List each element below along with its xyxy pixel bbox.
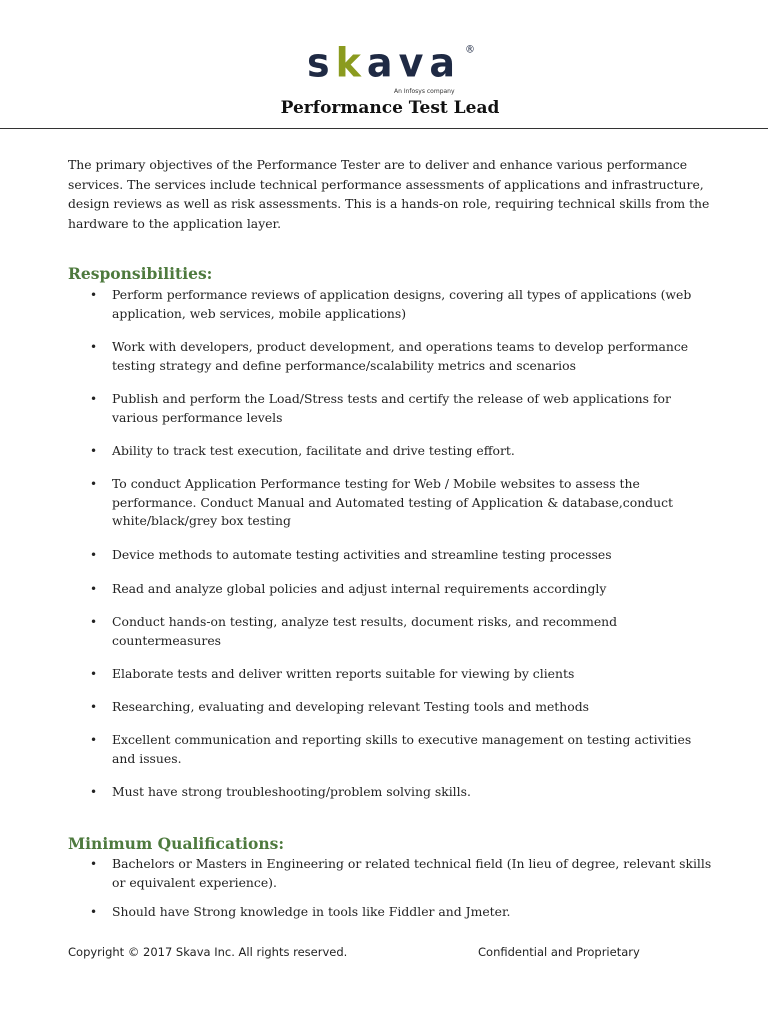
bullet-icon: •: [90, 615, 98, 629]
list-item-text: Researching, evaluating and developing relevant Testing tools and methods: [112, 699, 589, 714]
list-item-text: Must have strong troubleshooting/problem solving skills.: [112, 784, 471, 799]
list-item-text: Perform performance reviews of application designs, covering all types of applications (web application, web services, mobile applications): [112, 287, 692, 321]
logo-prefix: s: [307, 39, 336, 87]
list-item-text: Ability to track test execution, facilitate and drive testing effort.: [112, 443, 515, 458]
list-item: [90, 665, 712, 684]
list-item: [90, 855, 712, 892]
bullet-icon: •: [90, 857, 98, 871]
bullet-icon: •: [90, 340, 98, 354]
list-item: [90, 475, 712, 531]
list-item-text: To conduct Application Performance testing for Web / Mobile websites to assess the performance. Conduct Manual and Automated testing of Application & database,conduct white/black/grey box testing: [112, 476, 674, 528]
list-item: [90, 338, 712, 375]
bullet-icon: •: [90, 733, 98, 747]
list-item-text: Should have Strong knowledge in tools like Fiddler and Jmeter.: [112, 904, 511, 919]
list-item: [90, 698, 712, 717]
logo-suffix: ava: [366, 39, 461, 87]
list-item: [90, 546, 712, 565]
bullet-icon: •: [90, 392, 98, 406]
list-item: [90, 390, 712, 427]
list-item: [90, 580, 712, 599]
list-item-text: Bachelors or Masters in Engineering or related technical field (In lieu of degree, relevant skills or equivalent experience).: [112, 856, 712, 890]
list-item-text: Publish and perform the Load/Stress tests and certify the release of web applications for various performance levels: [112, 391, 671, 425]
list-item: [90, 442, 712, 461]
list-item: [90, 286, 712, 323]
list-item-text: Conduct hands-on testing, analyze test results, document risks, and recommend countermeasures: [112, 614, 618, 648]
responsibilities-heading: Responsibilities:: [68, 264, 213, 283]
list-item-text: Excellent communication and reporting skills to executive management on testing activities and issues.: [112, 732, 692, 766]
bullet-icon: •: [90, 667, 98, 681]
bullet-icon: •: [90, 477, 98, 491]
bullet-icon: •: [90, 700, 98, 714]
bullet-icon: •: [90, 582, 98, 596]
list-item: [90, 613, 712, 650]
footer-confidential: Confidential and Proprietary: [478, 945, 640, 959]
list-item-text: Elaborate tests and deliver written reports suitable for viewing by clients: [112, 666, 575, 681]
bullet-icon: •: [90, 548, 98, 562]
bullet-icon: •: [90, 288, 98, 302]
intro-paragraph: The primary objectives of the Performance Tester are to deliver and enhance various performance services. The services include technical performance assessments of applications and infrastructure, design reviews as well as risk assessments. This is a hands-on role, requiring technical skills from the hardware to the application layer.: [68, 157, 710, 231]
logo-wordmark: [307, 39, 475, 87]
header-divider: [0, 128, 768, 129]
logo-tagline: An Infosys company: [394, 88, 455, 95]
bullet-icon: •: [90, 785, 98, 799]
list-item-text: Work with developers, product development, and operations teams to develop performance testing strategy and define performance/scalability metrics and scenarios: [112, 339, 689, 373]
list-item: [90, 731, 712, 768]
list-item: [90, 903, 712, 922]
bullet-icon: •: [90, 905, 98, 919]
registered-mark: ®: [464, 44, 475, 56]
page-title: Performance Test Lead: [280, 98, 500, 118]
qualifications-heading: Minimum Qualifications:: [68, 834, 285, 853]
logo-k: k: [335, 39, 367, 87]
bullet-icon: •: [90, 444, 98, 458]
list-item-text: Read and analyze global policies and adjust internal requirements accordingly: [112, 581, 607, 596]
footer-copyright: Copyright © 2017 Skava Inc. All rights reserved.: [68, 945, 348, 959]
list-item: [90, 783, 712, 802]
list-item-text: Device methods to automate testing activities and streamline testing processes: [112, 547, 612, 562]
company-logo: [0, 39, 768, 87]
